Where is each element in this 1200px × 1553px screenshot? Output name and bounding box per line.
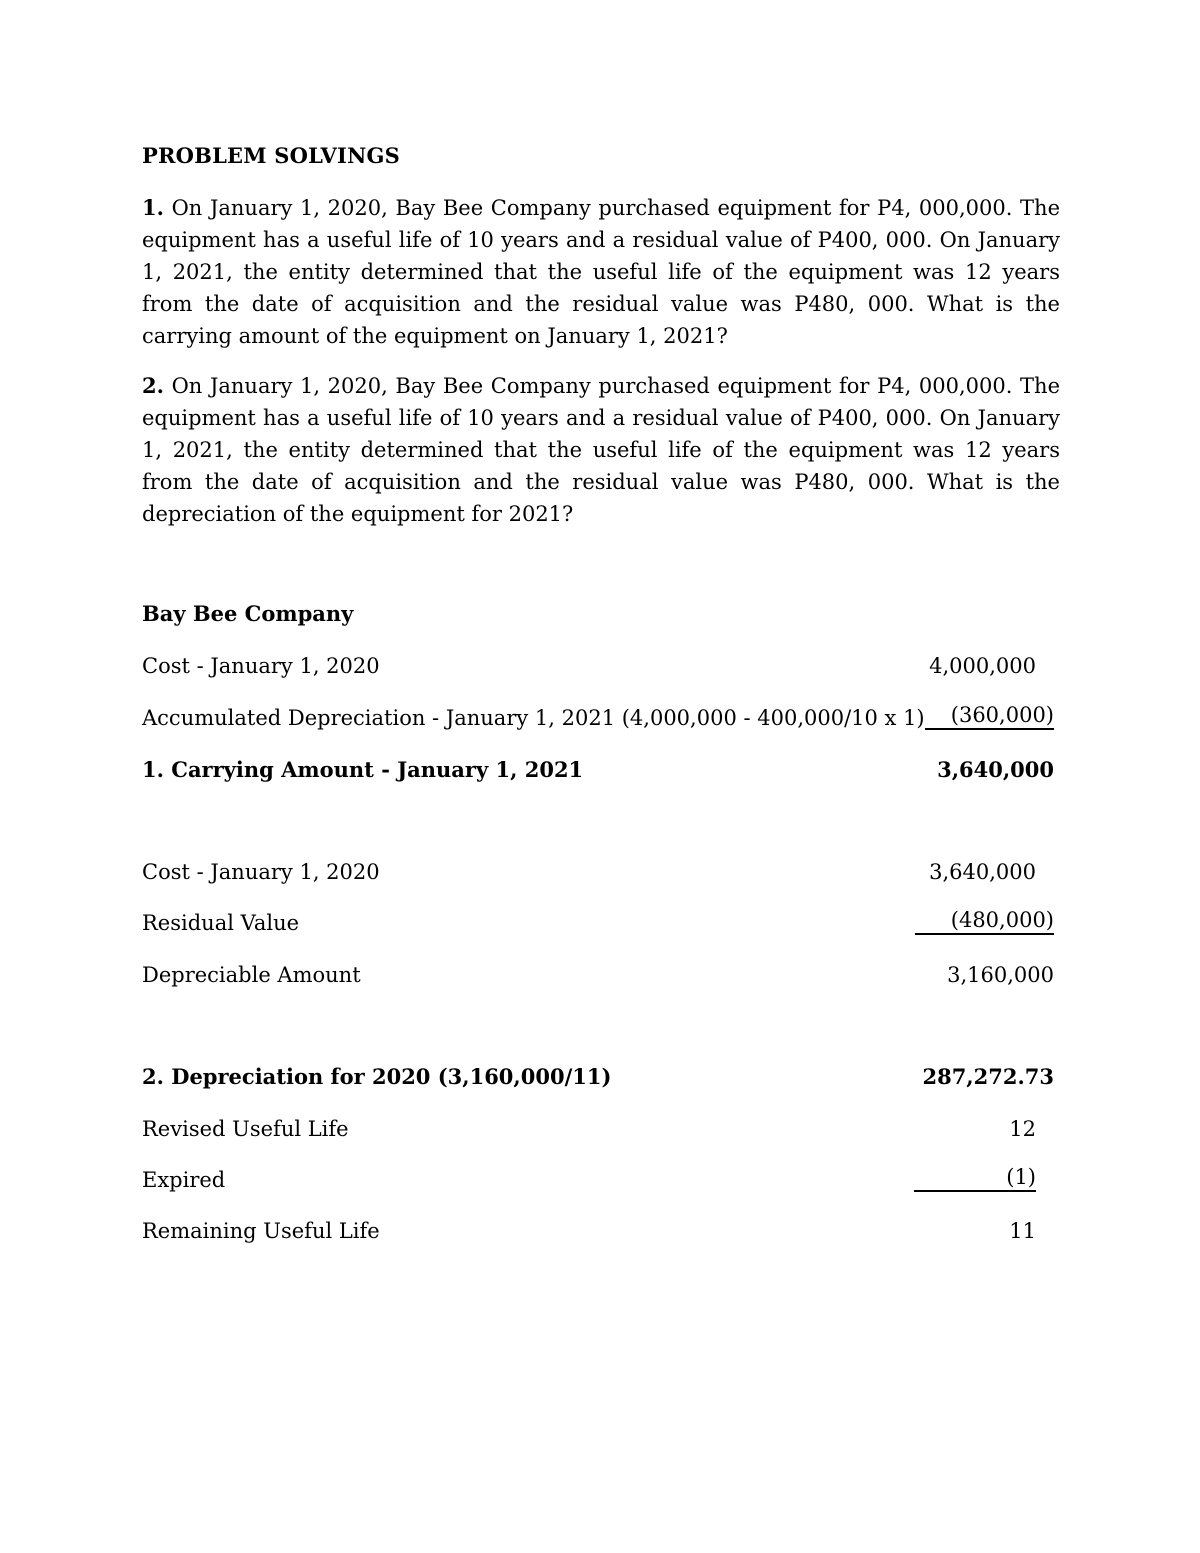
problem-number: 1.	[142, 195, 164, 220]
accumulated-depreciation-row	[142, 702, 1054, 734]
row-label: 2. Depreciation for 2020 (3,160,000/11)	[142, 1064, 612, 1089]
cost-row	[142, 650, 1054, 682]
row-label: Cost - January 1, 2020	[142, 654, 380, 678]
row-value: 11	[1009, 1219, 1036, 1243]
depreciation-row	[142, 1061, 1054, 1093]
row-value: 3,640,000	[929, 860, 1036, 884]
row-value: 12	[1009, 1117, 1036, 1141]
row-value: (360,000)	[925, 702, 1054, 730]
depreciable-amount-row	[142, 959, 1054, 991]
row-value: 3,640,000	[937, 757, 1054, 782]
row-label: Cost - January 1, 2020	[142, 860, 380, 884]
row-label: Revised Useful Life	[142, 1117, 349, 1141]
row-value: 4,000,000	[929, 654, 1036, 678]
row-value: 287,272.73	[922, 1064, 1054, 1089]
cost-row	[142, 856, 1054, 888]
row-label: Expired	[142, 1168, 226, 1192]
row-label: Accumulated Depreciation - January 1, 2021 (4,000,000 - 400,000/10 x 1)	[142, 706, 925, 730]
carrying-amount-row	[142, 754, 1054, 786]
problem-2	[142, 370, 1060, 530]
row-label: Depreciable Amount	[142, 963, 361, 987]
row-label: Residual Value	[142, 911, 300, 935]
company-name: Bay Bee Company	[142, 601, 354, 626]
row-value: 3,160,000	[947, 963, 1054, 987]
problem-number: 2.	[142, 373, 164, 398]
problem-text: On January 1, 2020, Bay Bee Company purchased equipment for P4, 000,000. The equipment has a useful life of 10 years and a residual value of P400, 000. On January 1, 2021, the entity determined that the useful life of the equipment was 12 years from the date of acquisition and the residual value was P480, 000. What is the depreciation of the equipment for 2021?	[142, 374, 1060, 526]
remaining-useful-life-row	[142, 1215, 1054, 1247]
revised-useful-life-row	[142, 1113, 1054, 1145]
page-heading: PROBLEM SOLVINGS	[142, 143, 400, 168]
expired-row	[142, 1164, 1054, 1196]
problem-1	[142, 192, 1060, 352]
row-label: 1. Carrying Amount - January 1, 2021	[142, 757, 584, 782]
problem-text: On January 1, 2020, Bay Bee Company purchased equipment for P4, 000,000. The equipment has a useful life of 10 years and a residual value of P400, 000. On January 1, 2021, the entity determined that the useful life of the equipment was 12 years from the date of acquisition and the residual value was P480, 000. What is the carrying amount of the equipment on January 1, 2021?	[142, 196, 1060, 348]
row-value: (480,000)	[915, 907, 1054, 935]
residual-value-row	[142, 907, 1054, 939]
row-label: Remaining Useful Life	[142, 1219, 380, 1243]
row-value: (1)	[914, 1164, 1036, 1192]
